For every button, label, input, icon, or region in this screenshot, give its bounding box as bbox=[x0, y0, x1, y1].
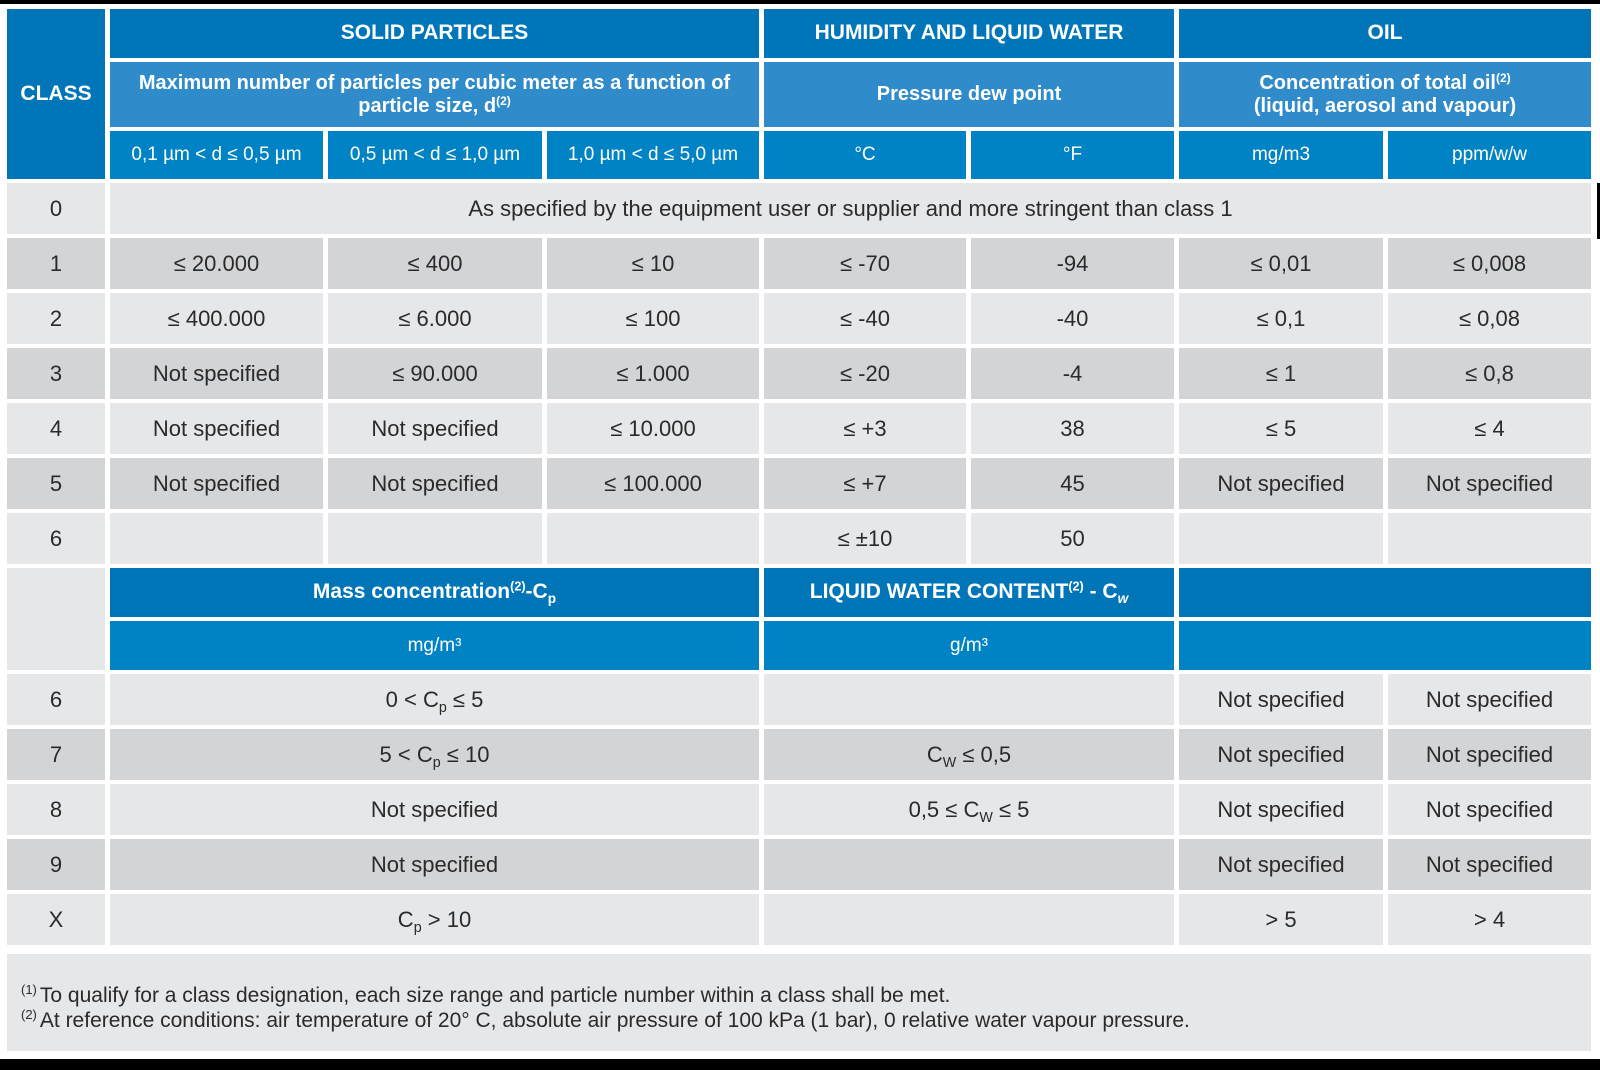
water-cell bbox=[764, 729, 1174, 780]
table-cell: Not specified bbox=[110, 348, 323, 399]
table-cell: ≤ 4 bbox=[1388, 403, 1591, 454]
table-cell bbox=[110, 513, 323, 564]
oil-mg-cell: Not specified bbox=[1179, 729, 1383, 780]
subscript: p bbox=[547, 591, 557, 607]
footnote-2 bbox=[21, 1008, 1591, 1033]
footnote-mark: (1) bbox=[21, 981, 37, 997]
table-cell: 50 bbox=[971, 513, 1174, 564]
table-cell: ≤ 100 bbox=[547, 293, 759, 344]
unit-size-0.1-0.5: 0,1 µm < d ≤ 0,5 µm bbox=[110, 131, 323, 179]
mass-cell bbox=[110, 674, 759, 725]
cell-text: ≤ 0,5 bbox=[956, 741, 1012, 767]
footnote-ref: (2) bbox=[1068, 579, 1084, 594]
air-quality-classes-table bbox=[7, 9, 1591, 945]
oil-blank-unit bbox=[1179, 621, 1591, 670]
cell-text: 0,5 ≤ C bbox=[908, 796, 980, 822]
table-cell: -40 bbox=[971, 293, 1174, 344]
class-blank-cell bbox=[7, 568, 105, 670]
header-text: Mass concentration bbox=[312, 580, 511, 604]
header-text: -C bbox=[525, 580, 548, 604]
footnote-1 bbox=[21, 983, 1591, 1008]
table-cell: ≤ 0,08 bbox=[1388, 293, 1591, 344]
oil-ppm-cell: Not specified bbox=[1388, 729, 1591, 780]
subgroup-text: Concentration of total oil bbox=[1259, 71, 1496, 94]
footnote-text: At reference conditions: air temperature of 20° C, absolute air pressure of 100 kPa (1 bar), 0 relative water vapour pressure. bbox=[39, 1008, 1190, 1032]
bottom-border bbox=[0, 1059, 1600, 1070]
mass-cell bbox=[110, 784, 759, 835]
class-header: CLASS bbox=[7, 9, 105, 179]
liquid-water-content-header bbox=[764, 568, 1174, 617]
footnotes bbox=[7, 954, 1591, 1051]
table-cell: ≤ 100.000 bbox=[547, 458, 759, 509]
table-cell: -4 bbox=[971, 348, 1174, 399]
table-cell: ≤ 5 bbox=[1179, 403, 1383, 454]
class-cell: 4 bbox=[7, 403, 105, 454]
unit-celsius: °C bbox=[764, 131, 966, 179]
subgroup-particle-count bbox=[110, 62, 759, 127]
unit-g-m3-water: g/m³ bbox=[764, 621, 1174, 670]
cell-text: 0 < C bbox=[385, 686, 439, 712]
footnote-ref: (2) bbox=[496, 93, 511, 108]
table-cell bbox=[328, 513, 542, 564]
cell-text: C bbox=[397, 906, 414, 932]
table-cell: -94 bbox=[971, 238, 1174, 289]
mass-cell bbox=[110, 894, 759, 945]
table-cell: Not specified bbox=[328, 458, 542, 509]
water-cell bbox=[764, 894, 1174, 945]
subscript: W bbox=[942, 754, 957, 771]
class-cell: 8 bbox=[7, 784, 105, 835]
table-cell: ≤ 400.000 bbox=[110, 293, 323, 344]
unit-size-1.0-5.0: 1,0 µm < d ≤ 5,0 µm bbox=[547, 131, 759, 179]
table-cell: ≤ 1 bbox=[1179, 348, 1383, 399]
oil-blank-header bbox=[1179, 568, 1591, 617]
table-cell: ≤ 0,008 bbox=[1388, 238, 1591, 289]
table-cell: 45 bbox=[971, 458, 1174, 509]
unit-mg-m3-mass: mg/m³ bbox=[110, 621, 759, 670]
footnote-ref: (2) bbox=[510, 579, 526, 594]
mass-cell bbox=[110, 729, 759, 780]
subscript: W bbox=[979, 809, 993, 826]
table-cell bbox=[1388, 513, 1591, 564]
table-cell: ≤ 0,1 bbox=[1179, 293, 1383, 344]
water-cell bbox=[764, 839, 1174, 890]
subgroup-dew-point: Pressure dew point bbox=[764, 62, 1174, 127]
table-cell: ≤ 0,01 bbox=[1179, 238, 1383, 289]
group-humidity: HUMIDITY AND LIQUID WATER bbox=[764, 9, 1174, 58]
table-cell: ≤ -70 bbox=[764, 238, 966, 289]
oil-mg-cell: Not specified bbox=[1179, 784, 1383, 835]
table-cell: ≤ 6.000 bbox=[328, 293, 542, 344]
subgroup-text-line2: (liquid, aerosol and vapour) bbox=[1253, 94, 1517, 117]
cell-text: ≤ 5 bbox=[446, 686, 484, 712]
header-text: - C bbox=[1083, 580, 1118, 604]
table-cell: Not specified bbox=[328, 403, 542, 454]
table-cell: ≤ 10.000 bbox=[547, 403, 759, 454]
table-cell: ≤ 90.000 bbox=[328, 348, 542, 399]
mass-concentration-header bbox=[110, 568, 759, 617]
class-cell: 6 bbox=[7, 674, 105, 725]
oil-ppm-cell: Not specified bbox=[1388, 674, 1591, 725]
footnote-mark: (2) bbox=[21, 1006, 37, 1022]
table-cell bbox=[1179, 513, 1383, 564]
table-cell: Not specified bbox=[1388, 458, 1591, 509]
subscript: w bbox=[1117, 591, 1129, 607]
subgroup-text: Maximum number of particles per cubic meter as a function of particle size, d bbox=[138, 71, 731, 117]
cell-text: C bbox=[926, 741, 943, 767]
cell-text: 5 < C bbox=[379, 741, 433, 767]
table-cell: ≤ -40 bbox=[764, 293, 966, 344]
class-cell: 3 bbox=[7, 348, 105, 399]
group-oil: OIL bbox=[1179, 9, 1591, 58]
table-cell: ≤ -20 bbox=[764, 348, 966, 399]
oil-ppm-cell: Not specified bbox=[1388, 784, 1591, 835]
oil-ppm-cell: > 4 bbox=[1388, 894, 1591, 945]
class-cell: 6 bbox=[7, 513, 105, 564]
water-cell bbox=[764, 674, 1174, 725]
unit-size-0.5-1.0: 0,5 µm < d ≤ 1,0 µm bbox=[328, 131, 542, 179]
table-cell: Not specified bbox=[110, 403, 323, 454]
class-0-description: As specified by the equipment user or supplier and more stringent than class 1 bbox=[110, 183, 1591, 234]
class-cell: 1 bbox=[7, 238, 105, 289]
footnote-ref: (2) bbox=[1495, 70, 1511, 85]
table-cell: ≤ 10 bbox=[547, 238, 759, 289]
cell-text: Not specified bbox=[370, 851, 499, 877]
top-border bbox=[0, 0, 1600, 4]
subscript: p bbox=[413, 919, 422, 936]
table-cell: ≤ 0,8 bbox=[1388, 348, 1591, 399]
class-cell: 0 bbox=[7, 183, 105, 234]
cell-text: > 10 bbox=[421, 906, 472, 932]
class-cell: 2 bbox=[7, 293, 105, 344]
table-cell: 38 bbox=[971, 403, 1174, 454]
class-cell: 7 bbox=[7, 729, 105, 780]
cell-text: Not specified bbox=[370, 796, 499, 822]
table-cell bbox=[547, 513, 759, 564]
unit-mg-m3: mg/m3 bbox=[1179, 131, 1383, 179]
oil-mg-cell: Not specified bbox=[1179, 674, 1383, 725]
water-cell bbox=[764, 784, 1174, 835]
class-cell: 5 bbox=[7, 458, 105, 509]
subscript: p bbox=[438, 699, 447, 716]
class-cell: X bbox=[7, 894, 105, 945]
subscript: p bbox=[432, 754, 441, 771]
table-cell: Not specified bbox=[110, 458, 323, 509]
oil-mg-cell: > 5 bbox=[1179, 894, 1383, 945]
table-cell: ≤ +7 bbox=[764, 458, 966, 509]
footnote-text: To qualify for a class designation, each size range and particle number within a class shall be met. bbox=[39, 983, 951, 1007]
cell-text: ≤ 5 bbox=[992, 796, 1030, 822]
unit-ppm: ppm/w/w bbox=[1388, 131, 1591, 179]
unit-fahrenheit: °F bbox=[971, 131, 1174, 179]
table-cell: ≤ ±10 bbox=[764, 513, 966, 564]
cell-text: ≤ 10 bbox=[440, 741, 490, 767]
table-cell: ≤ 1.000 bbox=[547, 348, 759, 399]
table-cell: ≤ +3 bbox=[764, 403, 966, 454]
oil-mg-cell: Not specified bbox=[1179, 839, 1383, 890]
table-cell: ≤ 400 bbox=[328, 238, 542, 289]
table-cell: Not specified bbox=[1179, 458, 1383, 509]
mass-cell bbox=[110, 839, 759, 890]
subgroup-oil-concentration bbox=[1179, 62, 1591, 127]
oil-ppm-cell: Not specified bbox=[1388, 839, 1591, 890]
table-cell: ≤ 20.000 bbox=[110, 238, 323, 289]
class-cell: 9 bbox=[7, 839, 105, 890]
group-solid-particles: SOLID PARTICLES bbox=[110, 9, 759, 58]
header-text: LIQUID WATER CONTENT bbox=[809, 580, 1069, 604]
